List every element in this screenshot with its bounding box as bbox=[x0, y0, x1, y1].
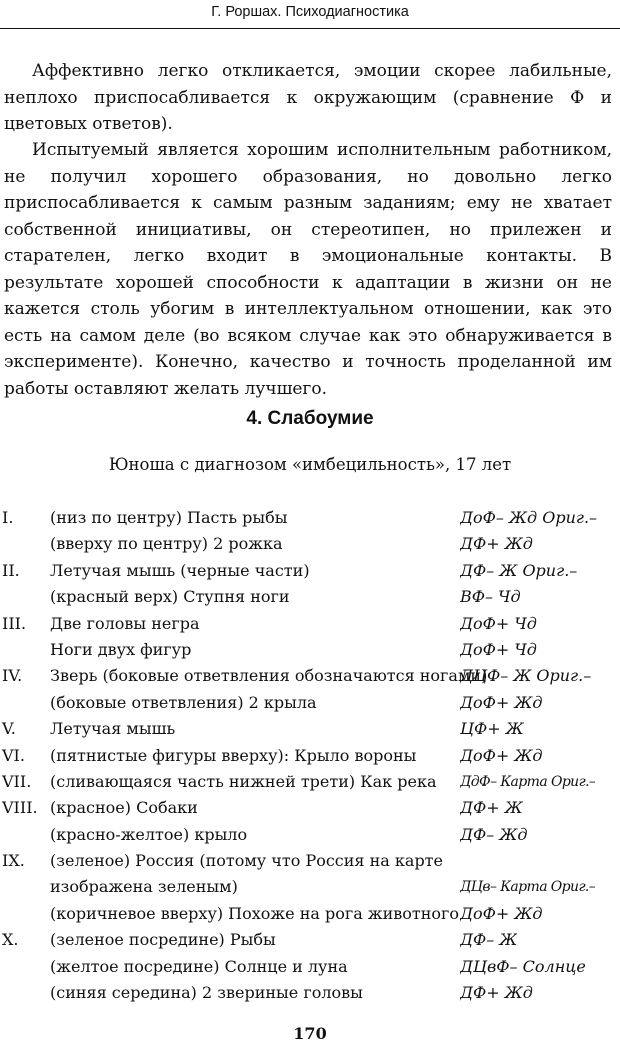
card-number: IV. bbox=[2, 666, 23, 686]
response-text: Ноги двух фигур bbox=[50, 639, 192, 659]
response-text: (красное) Собаки bbox=[50, 798, 198, 818]
protocol-row bbox=[0, 584, 620, 610]
running-header-title: Г. Роршах. Психодиагностика bbox=[211, 4, 409, 20]
protocol-row bbox=[0, 531, 620, 557]
protocol-row bbox=[0, 901, 620, 927]
card-number: VIII. bbox=[2, 798, 38, 818]
response-text: (пятнистые фигуры вверху): Крыло вороны bbox=[50, 745, 417, 765]
card-number: I. bbox=[2, 508, 14, 527]
protocol-row bbox=[0, 558, 620, 584]
protocol-row bbox=[0, 795, 620, 821]
response-text: (зеленое посредине) Рыбы bbox=[50, 930, 276, 950]
protocol-row bbox=[0, 980, 620, 1006]
protocol-row bbox=[0, 663, 620, 689]
protocol-row bbox=[0, 743, 620, 769]
card-number: V. bbox=[2, 719, 16, 739]
protocol-row bbox=[0, 637, 620, 663]
scoring-code: ЦФ+ Ж bbox=[460, 719, 524, 739]
scoring-code: ДоФ+ Чд bbox=[460, 613, 537, 633]
protocol-row bbox=[0, 822, 620, 848]
response-text: изображена зеленым) bbox=[50, 877, 238, 897]
scoring-code: ДЦвФ– Солнце bbox=[460, 956, 586, 976]
protocol-row bbox=[0, 611, 620, 637]
scoring-code: ДФ+ Ж bbox=[460, 798, 523, 818]
card-number: VI. bbox=[2, 745, 25, 765]
protocol-row bbox=[0, 716, 620, 742]
scoring-code: ДоФ– Жд Ориг.– bbox=[460, 508, 598, 527]
protocol-row bbox=[0, 927, 620, 953]
protocol-row bbox=[0, 690, 620, 716]
section-subtitle: Юноша с диагнозом «имбецильность», 17 лет bbox=[108, 455, 512, 474]
running-header bbox=[0, 0, 620, 29]
card-number: II. bbox=[2, 560, 20, 580]
protocol-row bbox=[0, 505, 620, 531]
response-text: Две головы негра bbox=[50, 613, 200, 633]
protocol-row bbox=[0, 874, 620, 900]
response-text: Летучая мышь (черные части) bbox=[50, 560, 310, 580]
response-text: Зверь (боковые ответвления обозначаются ногами) bbox=[50, 666, 488, 686]
scoring-code: ДоФ+ Чд bbox=[460, 639, 537, 659]
response-text: (желтое посредине) Солнце и луна bbox=[50, 956, 348, 976]
card-number: X. bbox=[2, 930, 19, 950]
response-text: (вверху по центру) 2 рожка bbox=[50, 534, 283, 554]
protocol-row bbox=[0, 848, 620, 874]
response-text: (сливающаяся часть нижней трети) Как река bbox=[50, 771, 437, 791]
card-number: IX. bbox=[2, 851, 25, 871]
header-divider bbox=[0, 28, 620, 29]
response-text: (боковые ответвления) 2 крыла bbox=[50, 692, 317, 712]
paragraph-affect: Аффективно легко откликается, эмоции скорее лабильные, неплохо приспосабливается к окружающим (сравнение Ф и цветовых ответов). bbox=[4, 61, 612, 134]
card-number: III. bbox=[2, 613, 27, 633]
scoring-code: ДоФ+ Жд bbox=[460, 745, 543, 765]
scoring-code: ДФ+ Жд bbox=[460, 534, 533, 554]
response-text: (синяя середина) 2 звериные головы bbox=[50, 983, 363, 1003]
response-text: Летучая мышь bbox=[50, 719, 176, 739]
scoring-code: ДоФ+ Жд bbox=[460, 903, 543, 923]
card-number: VII. bbox=[2, 771, 32, 791]
response-text: (красный верх) Ступня ноги bbox=[50, 587, 290, 607]
response-text: (коричневое вверху) Похоже на рога животного bbox=[50, 903, 460, 923]
scoring-code: ДдФ– Карта Ориг.– bbox=[460, 773, 596, 790]
scoring-code: ДФ– Ж bbox=[460, 930, 518, 950]
scoring-code: ДФ+ Жд bbox=[460, 983, 533, 1003]
response-text: (красно-желтое) крыло bbox=[50, 824, 248, 844]
scoring-code: ДЦФ– Ж Ориг.– bbox=[460, 666, 592, 686]
response-text: (низ по центру) Пасть рыбы bbox=[50, 508, 288, 527]
protocol-row bbox=[0, 769, 620, 795]
scoring-code: ДФ– Жд bbox=[460, 824, 528, 844]
protocol-row bbox=[0, 954, 620, 980]
scoring-code: ВФ– Чд bbox=[460, 587, 521, 607]
section-title: 4. Слабоумие bbox=[246, 408, 374, 429]
page-number: 170 bbox=[293, 1024, 327, 1043]
response-text: (зеленое) Россия (потому что Россия на карте bbox=[50, 851, 443, 871]
scoring-code: ДЦв– Карта Ориг.– bbox=[460, 879, 596, 896]
scoring-code: ДоФ+ Жд bbox=[460, 692, 543, 712]
paragraph-assessment: Испытуемый является хорошим исполнительным работником, не получил хорошего образования, но довольно легко приспосабливается к самым разным заданиям; ему не хватает собственной инициативы, он стереотипен, но прилежен и старателен, легко входит в эмоциональные контакты. В результате хорошей способности к адаптации в жизни он не кажется столь убогим в интеллектуальном отношении, как это есть на самом деле (во всяком случае как это обнаруживается в эксперименте). Конечно, качество и точность проделанной им работы оставляют желать лучшего. bbox=[4, 140, 612, 399]
protocol-table bbox=[0, 505, 620, 1006]
scoring-code: ДФ– Ж Ориг.– bbox=[460, 560, 578, 580]
